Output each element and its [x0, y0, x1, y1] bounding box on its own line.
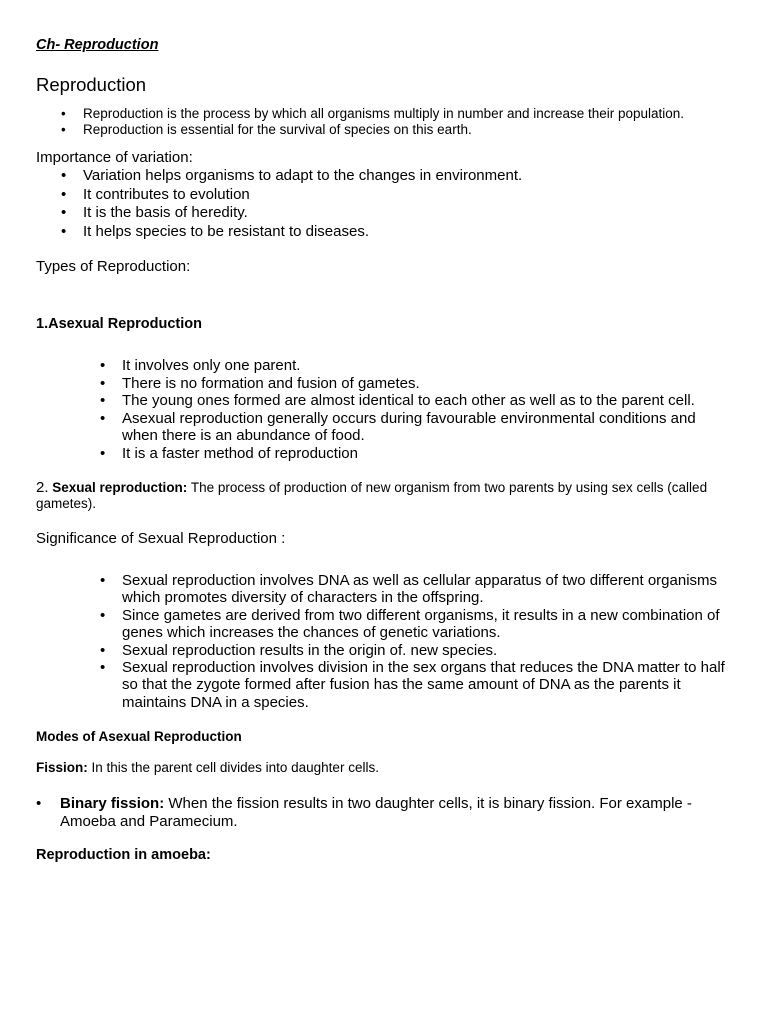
- intro-list: [83, 106, 743, 138]
- list-item: • It helps species to be resistant to diseases.: [83, 223, 723, 242]
- fission-paragraph: [36, 760, 379, 775]
- section-heading-reproduction: Reproduction: [36, 74, 147, 95]
- chapter-title: Ch- Reproduction: [36, 37, 159, 53]
- significance-heading: Significance of Sexual Reproduction :: [36, 530, 286, 547]
- variation-list: [83, 167, 723, 241]
- list-item: • Sexual reproduction involves DNA as well as cellular apparatus of two different organisms which promotes diversity of characters in the offspring.: [122, 572, 732, 607]
- amoeba-heading: Reproduction in amoeba:: [36, 847, 211, 863]
- binary-fission-list: [60, 795, 740, 830]
- sexual-definition: The process of production of new organism from two parents by using sex cells (called gametes).: [36, 480, 708, 511]
- modes-heading: Modes of Asexual Reproduction: [36, 729, 242, 744]
- asexual-heading: 1.Asexual Reproduction: [36, 316, 202, 332]
- list-item: • Reproduction is essential for the survival of species on this earth.: [83, 122, 743, 138]
- list-item: • It contributes to evolution: [83, 186, 723, 205]
- list-item: • The young ones formed are almost identical to each other as well as to the parent cell.: [122, 392, 732, 410]
- list-item: • Sexual reproduction results in the origin of. new species.: [122, 642, 732, 659]
- list-item: [60, 795, 740, 830]
- significance-list: [122, 572, 732, 711]
- list-item: • Variation helps organisms to adapt to the changes in environment.: [83, 167, 723, 186]
- list-item: • There is no formation and fusion of gametes.: [122, 375, 732, 393]
- types-heading: Types of Reproduction:: [36, 258, 191, 275]
- list-item: • Sexual reproduction involves division in the sex organs that reduces the DNA matter to half so that the zygote formed after fusion has the same amount of DNA as the parents it maintains DNA in a species.: [122, 659, 732, 711]
- sexual-number: 2.: [36, 479, 49, 496]
- list-item: • It is a faster method of reproduction: [122, 445, 732, 463]
- list-item: • It involves only one parent.: [122, 357, 732, 375]
- list-item: • Reproduction is the process by which all organisms multiply in number and increase their population.: [83, 106, 743, 122]
- variation-heading: Importance of variation:: [36, 149, 193, 166]
- list-item: • It is the basis of heredity.: [83, 204, 723, 223]
- binary-fission-text: When the fission results in two daughter cells, it is binary fission. For example - Amoeba and Paramecium.: [60, 795, 692, 830]
- fission-term: Fission:: [36, 760, 88, 775]
- sexual-reproduction-paragraph: [36, 480, 736, 512]
- list-item: • Asexual reproduction generally occurs during favourable environmental conditions and when there is an abundance of food.: [122, 410, 732, 445]
- fission-text: In this the parent cell divides into daughter cells.: [91, 760, 379, 775]
- sexual-term: Sexual reproduction:: [52, 480, 188, 495]
- asexual-list: [122, 357, 732, 463]
- list-item: • Since gametes are derived from two different organisms, it results in a new combination of genes which increases the chances of genetic variations.: [122, 607, 732, 642]
- binary-fission-term: Binary fission:: [60, 795, 165, 812]
